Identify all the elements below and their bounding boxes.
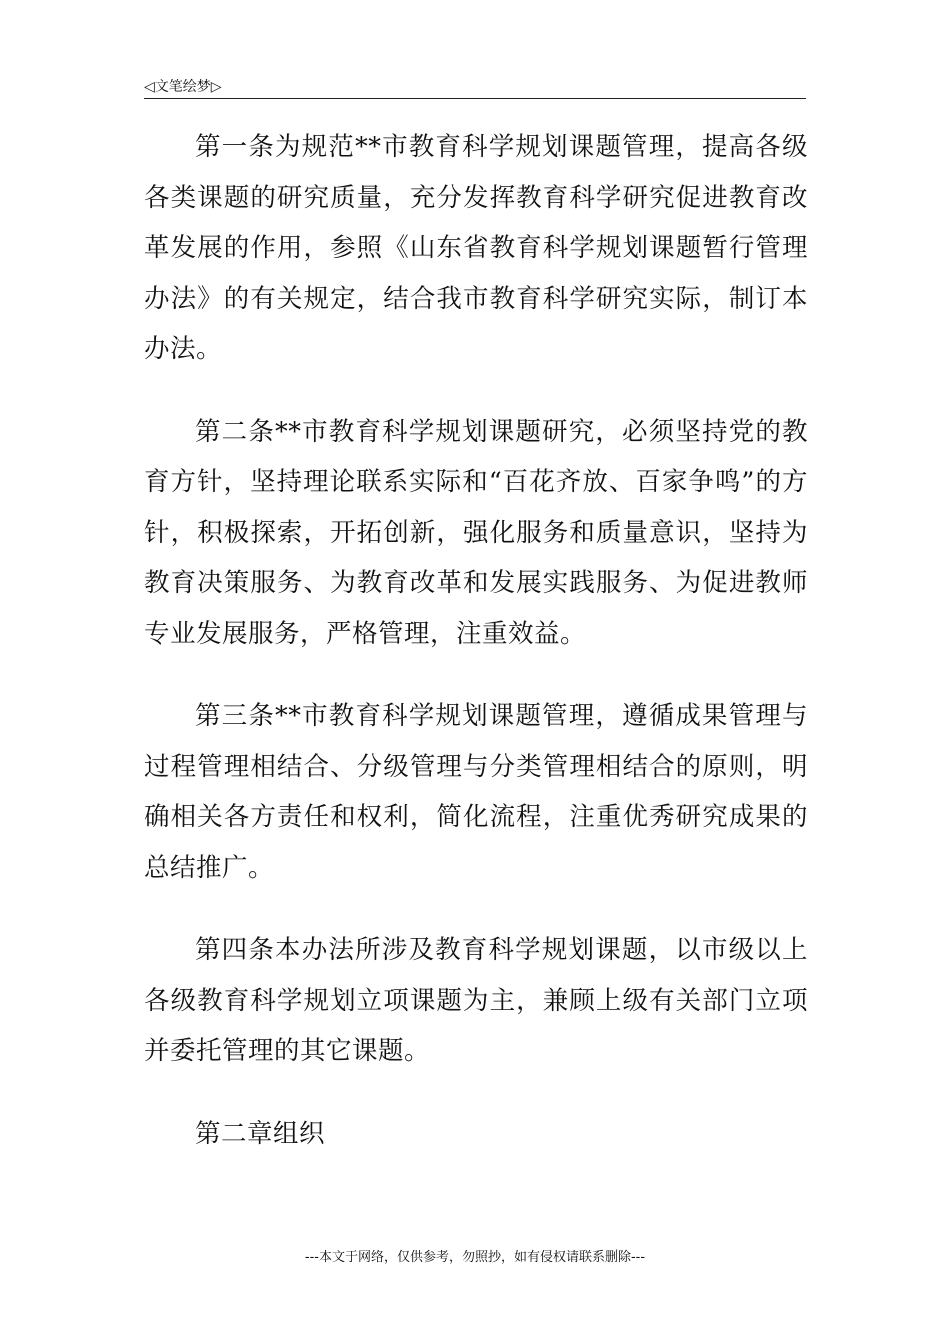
paragraph-article-1: 第一条为规范**市教育科学规划课题管理，提高各级各类课题的研究质量，充分发挥教育科学研究促进教育改革发展的作用，参照《山东省教育科学规划课题暂行管理办法》的有关规定，结合我市教育科学研究实际，制订本办法。	[144, 132, 808, 364]
paragraph-article-3: 第三条**市教育科学规划课题管理，遵循成果管理与过程管理相结合、分级管理与分类管理相结合的原则，明确相关各方责任和权利，简化流程，注重优秀研究成果的总结推广。	[144, 701, 808, 883]
page-footer: ---本文于网络，仅供参考，勿照抄，如有侵权请联系删除---	[304, 1250, 646, 1265]
chapter-heading: 第二章组织	[195, 1118, 326, 1149]
document-body	[144, 122, 808, 1159]
paragraph-article-2: 第二条**市教育科学规划课题研究，必须坚持党的教育方针，坚持理论联系实际和“百花齐放、百家争鸣”的方针，积极探索，开拓创新，强化服务和质量意识，坚持为教育决策服务、为教育改革和发展实践服务、为促进教师专业发展服务，严格管理，注重效益。	[144, 416, 808, 649]
header-text: ◁文笔绘梦▷	[144, 79, 222, 95]
paragraph-article-4: 第四条本办法所涉及教育科学规划课题，以市级以上各级教育科学规划立项课题为主，兼顾上级有关部门立项并委托管理的其它课题。	[144, 935, 808, 1066]
page-header	[144, 74, 806, 99]
